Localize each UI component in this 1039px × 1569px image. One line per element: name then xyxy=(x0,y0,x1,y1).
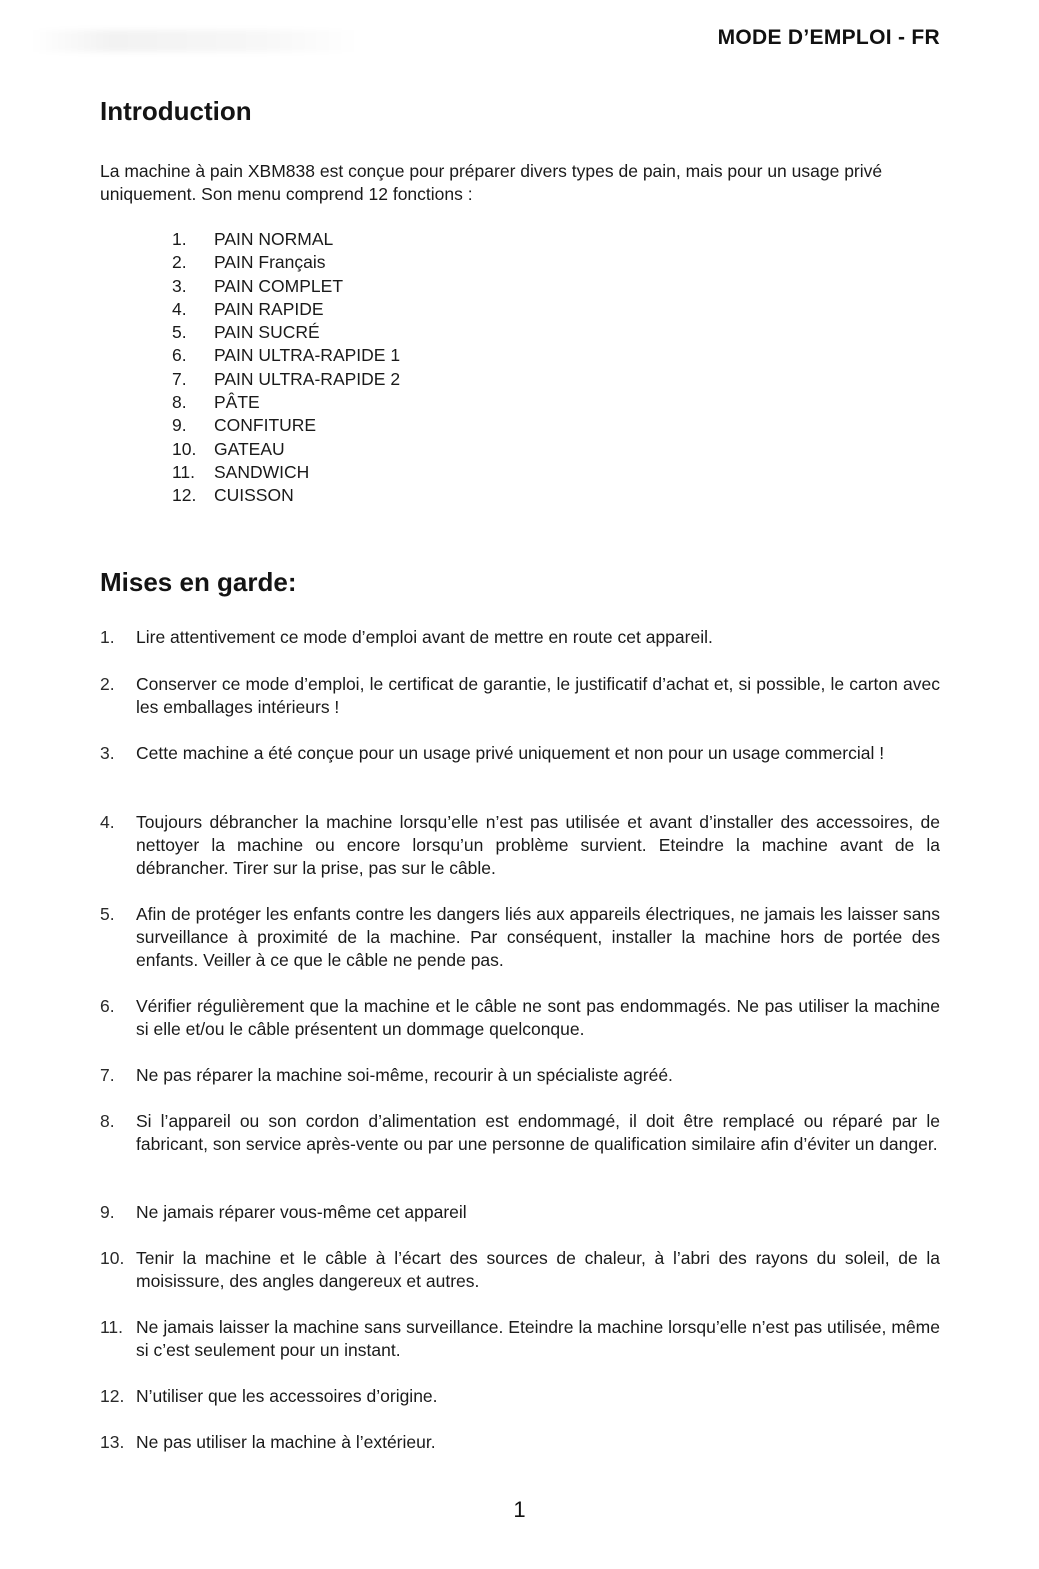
function-menu-list xyxy=(172,228,400,508)
page-header: MODE D’EMPLOI - FR xyxy=(717,26,940,49)
page-number: 1 xyxy=(513,1497,526,1522)
warning-item: 9. Ne jamais réparer vous-même cet appareil xyxy=(100,1202,467,1222)
warning-item: 1. Lire attentivement ce mode d’emploi avant de mettre en route cet appareil. xyxy=(100,627,713,647)
warning-item: 7. Ne pas réparer la machine soi-même, recourir à un spécialiste agréé. xyxy=(100,1065,673,1085)
warnings-heading: Mises en garde: xyxy=(100,567,297,597)
warning-item: 13. Ne pas utiliser la machine à l’extérieur. xyxy=(100,1432,436,1452)
scan-bleed-through xyxy=(30,30,360,52)
warning-item: 6. Vérifier régulièrement que la machine et le câble ne sont pas endommagés. Ne pas utiliser la machine si elle et/ou le câble présentent un dommage quelconque. xyxy=(100,996,940,1039)
menu-item: 5. PAIN SUCRÉ xyxy=(172,322,320,343)
warning-item: 12. N’utiliser que les accessoires d’origine. xyxy=(100,1386,438,1406)
warning-item: 4. Toujours débrancher la machine lorsqu’elle n’est pas utilisée et avant d’installer des accessoires, de nettoyer la machine ou encore lorsqu’un problème survient. Eteindre la machine avant de la débrancher. Tirer sur la prise, pas sur le câble. xyxy=(100,812,940,878)
menu-item: 4. PAIN RAPIDE xyxy=(172,298,324,319)
menu-item: 9. CONFITURE xyxy=(172,415,317,436)
menu-item: 8. PÂTE xyxy=(172,392,260,413)
warning-item: 5. Afin de protéger les enfants contre les dangers liés aux appareils électriques, ne jamais les laisser sans surveillance à proximité de la machine. Par conséquent, installer la machine hors de portée des enfants. Veiller à ce que le câble ne pende pas. xyxy=(100,904,940,970)
warning-item: 3. Cette machine a été conçue pour un usage privé uniquement et non pour un usage commercial ! xyxy=(100,743,885,763)
menu-item: 7. PAIN ULTRA-RAPIDE 2 xyxy=(172,368,401,389)
menu-item: 12. CUISSON xyxy=(172,485,294,506)
intro-heading: Introduction xyxy=(100,96,252,126)
menu-item: 10. GATEAU xyxy=(172,438,285,459)
warning-item: 8. Si l’appareil ou son cordon d’alimentation est endommagé, il doit être remplacé ou réparé par le fabricant, son service après-vente ou par une personne de qualification similaire afin d’éviter un danger. xyxy=(100,1111,940,1154)
menu-item: 1. PAIN NORMAL xyxy=(172,229,334,249)
intro-paragraph: La machine à pain XBM838 est conçue pour préparer divers types de pain, mais pour un usage privé uniquement. Son menu comprend 12 fonctions : xyxy=(100,161,883,204)
warning-item: 11. Ne jamais laisser la machine sans surveillance. Eteindre la machine lorsqu’elle n’est pas utilisée, même si c’est seulement pour un instant. xyxy=(100,1317,940,1360)
menu-item: 6. PAIN ULTRA-RAPIDE 1 xyxy=(172,345,401,366)
menu-item: 3. PAIN COMPLET xyxy=(172,275,344,296)
warning-item: 2. Conserver ce mode d’emploi, le certificat de garantie, le justificatif d’achat et, si possible, le carton avec les emballages intérieurs ! xyxy=(100,674,940,717)
warning-item: 10. Tenir la machine et le câble à l’écart des sources de chaleur, à l’abri des rayons du soleil, de la moisissure, des angles dangereux et autres. xyxy=(100,1248,940,1291)
menu-item: 11. SANDWICH xyxy=(172,461,310,482)
menu-item: 2. PAIN Français xyxy=(172,252,326,273)
